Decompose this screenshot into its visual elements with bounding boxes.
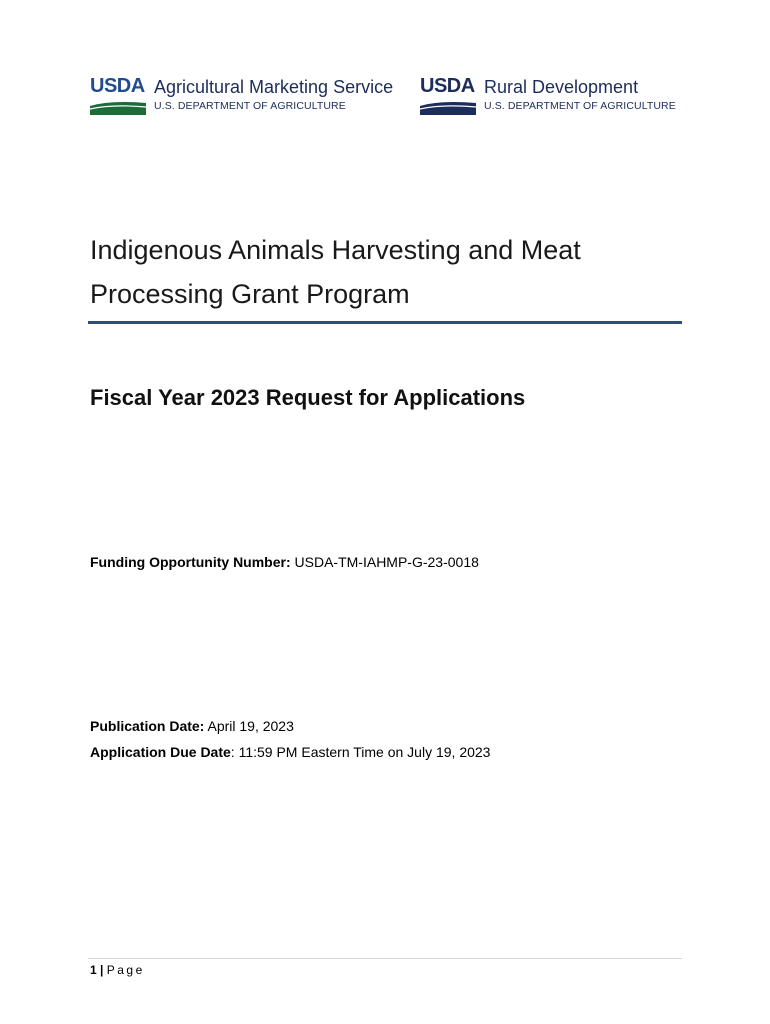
page-label: Page xyxy=(106,963,145,977)
page-footer xyxy=(90,962,145,978)
ams-logo-dept: U.S. DEPARTMENT OF AGRICULTURE xyxy=(154,100,346,112)
footer-separator: | xyxy=(96,963,107,977)
page-number: 1 xyxy=(90,963,97,977)
usda-wordmark: USDA xyxy=(90,75,145,97)
usda-field-icon xyxy=(420,100,476,115)
due-label: Application Due Date xyxy=(90,744,231,760)
title-divider xyxy=(88,321,682,324)
title-line-1: Indigenous Animals Harvesting and Meat xyxy=(90,235,581,265)
application-due-date xyxy=(90,743,490,761)
funding-value: USDA-TM-IAHMP-G-23-0018 xyxy=(290,554,479,570)
footer-divider xyxy=(88,958,682,959)
publication-label: Publication Date: xyxy=(90,718,205,734)
title-line-2: Processing Grant Program xyxy=(90,279,410,309)
document-title xyxy=(90,228,680,316)
publication-value: April 19, 2023 xyxy=(204,718,294,734)
rd-logo-name: Rural Development xyxy=(484,77,639,97)
due-value: : 11:59 PM Eastern Time on July 19, 2023 xyxy=(230,744,491,760)
funding-opportunity-number xyxy=(90,553,479,571)
document-subtitle: Fiscal Year 2023 Request for Applications xyxy=(90,385,526,410)
usda-wordmark: USDA xyxy=(420,75,475,97)
funding-label: Funding Opportunity Number: xyxy=(90,554,291,570)
usda-field-icon xyxy=(90,100,146,115)
ams-logo xyxy=(90,76,400,118)
ams-logo-name: Agricultural Marketing Service xyxy=(154,77,394,97)
rd-logo xyxy=(420,76,680,118)
publication-date xyxy=(90,717,294,735)
rd-logo-dept: U.S. DEPARTMENT OF AGRICULTURE xyxy=(484,100,676,112)
